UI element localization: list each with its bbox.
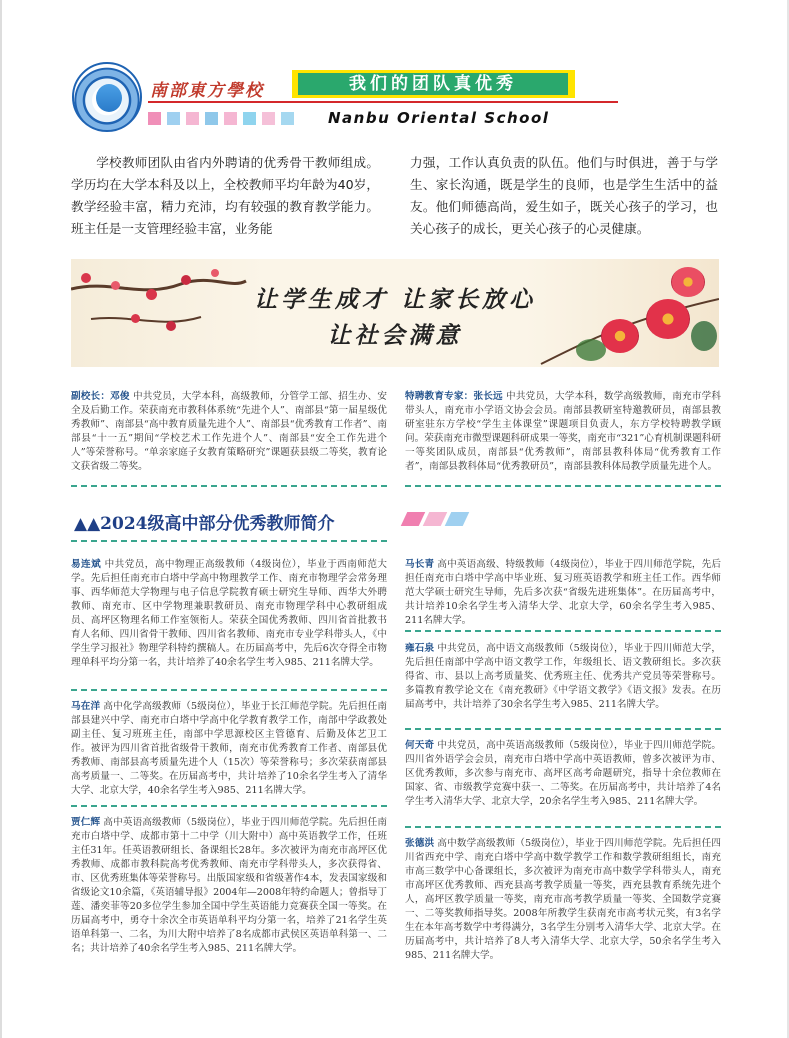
decor-square xyxy=(262,112,275,125)
teacher-bio xyxy=(71,816,387,956)
teacher-text: 中共党员，高中物理正高级教师（4级岗位），毕业于西南师范大学。先后担任南充市白塔中学高中物理教学工作、南充市物理学会常务理事、西华师范大学物理与电子信息学院教育硕士研究生导师、西华大外聘教师、南充市、区中学物理兼职教研员、南充市物理学科中心教研组成员、高坪区物理名师工作室领衔人。荣获全国优秀教师、四川省首批教书育人名师、四川省骨干教师、四川省名教师、南充市专业学科带头人，《中学生学习报社》物理学科特约撰稿人。在历届高考中，先后6次夺得全市物理单科平均分第一名，共计培养了40余名学生考入985、211名牌大学。 xyxy=(71,559,387,668)
decor-parallelogram xyxy=(401,512,426,526)
divider xyxy=(405,826,721,828)
motto-line-2: 让社会满意 xyxy=(327,323,463,349)
teacher-bio xyxy=(405,739,721,809)
divider xyxy=(71,485,387,487)
header-rule xyxy=(148,101,618,103)
blossom xyxy=(211,269,219,277)
decor-square xyxy=(205,112,218,125)
teacher-name: 贾仁辉 xyxy=(71,817,101,828)
leader-bio xyxy=(71,390,387,474)
intro-right xyxy=(410,152,718,240)
decor-square xyxy=(224,112,237,125)
decor-parallelogram xyxy=(423,512,448,526)
page-edge-left xyxy=(0,0,2,1038)
school-name-en: Nanbu Oriental School xyxy=(328,109,550,127)
intro-left-text: 学校教师团队由省内外聘请的优秀骨干教师组成。学历均在大学本科及以上，全校教师平均年龄为40岁，教学经验丰富，精力充沛，均有较强的教育教学能力。班主任是一支管理经验丰富，业务能 xyxy=(71,155,379,236)
leader-text: 中共党员，大学本科，高级教师，分管学工部、招生办、安全及后勤工作。荣获南充市教科体系统“先进个人”、南部县“第一届星级优秀教师”、南部县“高中教育质量先进个人”、南部县“优秀教育工作者”、南部县“十一五”期间“学校艺术工作先进个人”、南部县“安全工作先进个人”等荣誉称号。“单亲家庭子女教育策略研究”课题获县级二等奖，教育论文获省级二等奖。 xyxy=(71,391,388,472)
page-title-bar xyxy=(292,70,575,98)
divider xyxy=(71,805,387,807)
leader-bio xyxy=(405,390,721,474)
teacher-text: 中共党员，高中英语高级教师（5级岗位），毕业于四川师范学院。四川省外语学会会员，南充市白塔中学高中英语教师，曾多次被评为市、区优秀教师，多次参与南充市、高坪区高考命题研究，指导十余位教师在国家、省、市级教学竞赛中获一、二等奖。在历届高考中，共计培养了4名学生考入清华大学、北京大学，20余名学生考入985、211名牌大学。 xyxy=(405,740,721,807)
decor-square xyxy=(167,112,180,125)
teacher-name: 雍石泉 xyxy=(405,643,435,654)
teacher-text: 高中数学高级教师（5级岗位），毕业于四川师范学院。先后担任四川省西充中学、南充白塔中学高中数学教学工作和数学教研组组长，南充市高三数学中心备课组长，多次被评为南充市高中数学学科带头人，南充市高坪区优秀教师、西充县高考教学质量一等奖，西充县教育系统先进个人，高坪区教学质量一等奖，南充市高考教学质量一等奖、全国数学竞赛一、二等奖教师指导奖。2008年所教学生获南充市高考状元奖，有3名学生在本年高考数学中考得满分，3名学生分别考入清华大学、北京大学。在历届高考中，共计培养了8人考入清华大学、北京大学，50余名学生考入985、211名牌大学。 xyxy=(405,838,721,961)
teacher-bio xyxy=(71,700,387,798)
section-heading xyxy=(74,509,334,534)
teacher-name: 何天奇 xyxy=(405,740,435,751)
decor-square xyxy=(243,112,256,125)
teacher-text: 高中英语高级教师（5级岗位），毕业于四川师范学院。先后担任南充市白塔中学、成都市第十二中学（川大附中）高中英语教学工作，任班主任31年。任英语教研组长、备课组长28年。多次被评为南充市高坪区优秀教师、成都市教科院高考优秀教师、南充市学科带头人，多次获得省、市、区优秀班集体等荣誉称号。出版国家级和省级著作4本，发表国家级和省级论文10余篇，《英语辅导报》2004年—2008年特约命题人；曾指导丁莲、潘奕菲等20多位学生参加全国中学生英语能力竞赛获全国一等奖。在历届高考中，勇夺十余次全市英语单科平均分第一名，培养了21名学生英语单科第一、二名，为川大附中培养了8名成都市武侯区英语单科第一、二名；共计培养了40余名学生考入985、211名牌大学。 xyxy=(71,817,387,954)
motto-banner xyxy=(71,259,719,367)
teacher-name: 马长青 xyxy=(405,559,435,570)
decor-parallelogram xyxy=(445,512,470,526)
divider xyxy=(71,689,387,691)
intro-left xyxy=(71,152,379,240)
page-title: 我们的团队真优秀 xyxy=(298,73,568,95)
leader-text: 中共党员，大学本科，数学高级教师，南充市学科带头人，南充市小学语文协会会员。南部县教研室特邀教研员，南部县教研室驻东方学校“学生主体课堂”课题项目负责人，东方学校特聘教学顾问。荣获南充市微型课题科研成果一等奖，南充市“321”心育机制课题科研一等奖团队成员，南部县“优秀教师”，南部县教科体局“优秀教育工作者”，南部县教科体局“优秀教研员”，南部县教科体局教学质量先进个人。 xyxy=(405,391,722,472)
divider xyxy=(405,485,721,487)
school-name-cn: 南部東方學校 xyxy=(150,81,264,101)
leader-name: 特聘教育专家：张长远 xyxy=(405,391,503,402)
teacher-bio xyxy=(405,558,721,628)
teacher-name: 张德洪 xyxy=(405,838,435,849)
decor-square xyxy=(186,112,199,125)
divider xyxy=(405,630,721,632)
section-arrows: ▲▲ xyxy=(74,514,101,534)
divider xyxy=(405,728,721,730)
school-logo xyxy=(72,62,142,132)
divider xyxy=(71,540,387,542)
teacher-name: 易连斌 xyxy=(71,559,102,570)
decor-square xyxy=(148,112,161,125)
teacher-name: 马在洋 xyxy=(71,701,101,712)
section-title: 2024级高中部分优秀教师简介 xyxy=(100,514,335,534)
teacher-text: 中共党员，高中语文高级教师（5级岗位），毕业于四川师范大学，先后担任南部中学高中语文教学工作，年级组长、语文教研组长。多次获得省、市、县以上高考质量奖、优秀班主任、优秀共产党员等荣誉称号。多篇教育教学论文在《南充教研》《中学语文教学》《语文报》发表。在历届高考中，共计培养了30余名学生考入985、211名牌大学。 xyxy=(405,643,721,710)
teacher-text: 高中化学高级教师（5级岗位），毕业于长江师范学院。先后担任南部县建兴中学、南充市白塔中学高中化学教育教学工作，南部中学政教处副主任、复习班班主任，南部中学思源校区主管德育、后勤及体艺卫工作。被评为四川省首批省级骨干教师，南充市优秀教育工作者、南部县优秀教师、南部县高考质量先进个人（15次）等荣誉称号；多次荣获南部县高考质量一、二等奖。在历届高考中，共计培养了10余名学生考入了清华大学、北京大学，40余名学生考入985、211名牌大学。 xyxy=(71,701,387,796)
teacher-text: 高中英语高级、特级教师（4级岗位），毕业于四川师范学院，先后担任南充市白塔中学高中毕业班、复习班英语教学和班主任工作。西华师范大学硕士研究生导师，先后多次获“省级先进班集体”。在历届高考中，共计培养10余名学生考入清华大学、北京大学，60余名学生考入985、211名牌大学。 xyxy=(405,559,721,626)
decor-square xyxy=(281,112,294,125)
motto-line-1: 让学生成才 让家长放心 xyxy=(253,287,536,313)
teacher-bio xyxy=(71,558,387,670)
leader-name: 副校长：邓俊 xyxy=(71,391,130,402)
teacher-bio xyxy=(405,642,721,712)
intro-right-text: 力强，工作认真负责的队伍。他们与时俱进，善于与学生、家长沟通，既是学生的良师，也是学生生活中的益友。他们师德高尚，爱生如子，既关心孩子的学习，也关心孩子的成长，更关心孩子的心灵健康。 xyxy=(410,155,718,236)
teacher-bio xyxy=(405,837,721,963)
